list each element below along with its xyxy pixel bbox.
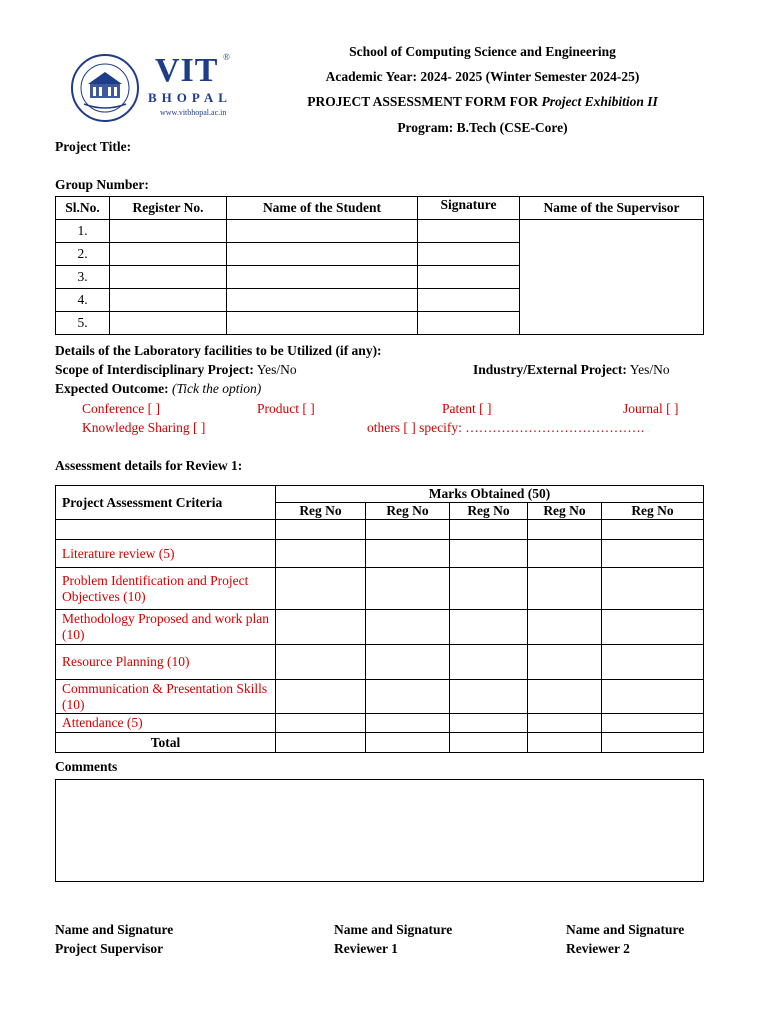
row-number: 2. [56, 243, 110, 266]
marks-cell[interactable] [602, 714, 704, 733]
marks-cell[interactable] [528, 680, 602, 714]
marks-cell[interactable] [450, 540, 528, 568]
marks-cell[interactable] [528, 610, 602, 645]
criterion-attendance: Attendance (5) [56, 714, 276, 733]
col-register-no: Register No. [110, 197, 227, 220]
marks-cell[interactable] [602, 568, 704, 610]
signature-line1: Name and Signature [55, 922, 174, 937]
reg-no-header: Reg No [276, 503, 366, 520]
criteria-header: Project Assessment Criteria [56, 486, 276, 520]
total-label: Total [56, 733, 276, 753]
row-number: 5. [56, 312, 110, 335]
marks-cell[interactable] [602, 610, 704, 645]
register-no-cell[interactable] [110, 266, 227, 289]
outcome-patent[interactable]: Patent [ ] [442, 401, 492, 416]
form-title-prefix: PROJECT ASSESSMENT FORM FOR [307, 94, 542, 109]
website-text: www.vitbhopal.ac.in [160, 108, 227, 117]
marks-cell[interactable] [366, 568, 450, 610]
outcome-journal[interactable]: Journal [ ] [623, 401, 679, 416]
signature-cell[interactable] [418, 266, 520, 289]
expected-outcome-line [55, 381, 261, 397]
outcome-knowledge-sharing[interactable]: Knowledge Sharing [ ] [82, 420, 206, 435]
signature-cell[interactable] [418, 220, 520, 243]
marks-cell[interactable] [450, 520, 528, 540]
marks-cell[interactable] [602, 645, 704, 680]
row-number: 1. [56, 220, 110, 243]
marks-cell[interactable] [528, 520, 602, 540]
outcome-product[interactable]: Product [ ] [257, 401, 315, 416]
total-cell[interactable] [528, 733, 602, 753]
reg-no-header: Reg No [528, 503, 602, 520]
registered-mark: ® [223, 52, 230, 62]
row-number: 3. [56, 266, 110, 289]
criterion-literature-review: Literature review (5) [56, 540, 276, 568]
marks-cell[interactable] [366, 680, 450, 714]
criteria-spacer [56, 520, 276, 540]
interdisciplinary-label: Scope of Interdisciplinary Project: [55, 362, 254, 377]
marks-cell[interactable] [276, 645, 366, 680]
marks-cell[interactable] [276, 714, 366, 733]
col-slno: Sl.No. [56, 197, 110, 220]
marks-cell[interactable] [602, 680, 704, 714]
register-no-cell[interactable] [110, 289, 227, 312]
form-title-event: Project Exhibition II [541, 94, 658, 109]
signature-role: Reviewer 2 [566, 941, 630, 956]
marks-cell[interactable] [450, 645, 528, 680]
interdisciplinary-value: Yes/No [253, 362, 297, 377]
city-text: BHOPAL [148, 90, 232, 105]
signature-role: Project Supervisor [55, 941, 164, 956]
expected-outcome-label: Expected Outcome: [55, 381, 169, 396]
comments-label: Comments [55, 759, 118, 774]
signature-line1: Name and Signature [334, 922, 453, 937]
outcome-conference[interactable]: Conference [ ] [82, 401, 160, 416]
program: Program: B.Tech (CSE-Core) [397, 120, 568, 135]
student-name-cell[interactable] [227, 220, 418, 243]
signature-reviewer-1 [334, 920, 452, 958]
student-name-cell[interactable] [227, 312, 418, 335]
supervisor-name-cell[interactable] [520, 220, 704, 335]
interdisciplinary-line [55, 362, 297, 378]
assessment-heading: Assessment details for Review 1: [55, 458, 243, 473]
vit-brand-text: VIT [155, 52, 219, 89]
reg-no-header: Reg No [450, 503, 528, 520]
marks-cell[interactable] [528, 568, 602, 610]
group-table [55, 196, 704, 335]
total-cell[interactable] [276, 733, 366, 753]
marks-cell[interactable] [366, 610, 450, 645]
marks-cell[interactable] [276, 540, 366, 568]
register-no-cell[interactable] [110, 220, 227, 243]
academic-year: Academic Year: 2024- 2025 (Winter Semester 2024-25) [325, 69, 640, 84]
signature-cell[interactable] [418, 289, 520, 312]
marks-cell[interactable] [450, 568, 528, 610]
marks-cell[interactable] [528, 714, 602, 733]
project-title-label: Project Title: [55, 139, 132, 154]
lab-facilities-label: Details of the Laboratory facilities to be Utilized (if any): [55, 343, 382, 358]
marks-cell[interactable] [528, 645, 602, 680]
vit-bhopal-logo [68, 50, 258, 124]
student-name-cell[interactable] [227, 289, 418, 312]
marks-cell[interactable] [366, 540, 450, 568]
marks-cell[interactable] [276, 568, 366, 610]
marks-cell[interactable] [366, 714, 450, 733]
register-no-cell[interactable] [110, 243, 227, 266]
criterion-communication: Communication & Presentation Skills (10) [56, 680, 276, 714]
marks-cell[interactable] [366, 645, 450, 680]
total-cell[interactable] [602, 733, 704, 753]
signature-cell[interactable] [418, 312, 520, 335]
industry-line [473, 362, 670, 378]
marks-header: Marks Obtained (50) [276, 486, 704, 503]
form-title [270, 94, 695, 110]
reg-no-header: Reg No [602, 503, 704, 520]
marks-cell[interactable] [366, 520, 450, 540]
industry-label: Industry/External Project: [473, 362, 627, 377]
marks-cell[interactable] [276, 520, 366, 540]
marks-cell[interactable] [602, 520, 704, 540]
total-cell[interactable] [450, 733, 528, 753]
total-cell[interactable] [366, 733, 450, 753]
marks-cell[interactable] [450, 610, 528, 645]
table-row [56, 220, 704, 243]
signature-role: Reviewer 1 [334, 941, 398, 956]
marks-cell[interactable] [528, 540, 602, 568]
industry-value: Yes/No [626, 362, 670, 377]
criterion-problem-identification: Problem Identification and Project Objectives (10) [56, 568, 276, 610]
col-student-name: Name of the Student [227, 197, 418, 220]
col-signature: Signature [418, 197, 520, 220]
marks-cell[interactable] [276, 610, 366, 645]
signature-reviewer-2 [566, 920, 684, 958]
marks-cell[interactable] [450, 714, 528, 733]
signature-supervisor [55, 920, 173, 958]
criterion-methodology: Methodology Proposed and work plan (10) [56, 610, 276, 645]
comments-box[interactable] [55, 779, 704, 882]
school-name: School of Computing Science and Engineering [349, 44, 616, 59]
criterion-resource-planning: Resource Planning (10) [56, 645, 276, 680]
outcome-others[interactable]: others [ ] specify: …………………………………. [367, 420, 645, 435]
student-name-cell[interactable] [227, 243, 418, 266]
signature-cell[interactable] [418, 243, 520, 266]
col-supervisor: Name of the Supervisor [520, 197, 704, 220]
signature-line1: Name and Signature [566, 922, 685, 937]
marks-cell[interactable] [276, 680, 366, 714]
row-number: 4. [56, 289, 110, 312]
marks-cell[interactable] [450, 680, 528, 714]
register-no-cell[interactable] [110, 312, 227, 335]
student-name-cell[interactable] [227, 266, 418, 289]
reg-no-header: Reg No [366, 503, 450, 520]
marks-cell[interactable] [602, 540, 704, 568]
assessment-table [55, 485, 704, 753]
expected-outcome-note: (Tick the option) [168, 381, 262, 396]
group-number-label: Group Number: [55, 177, 149, 192]
